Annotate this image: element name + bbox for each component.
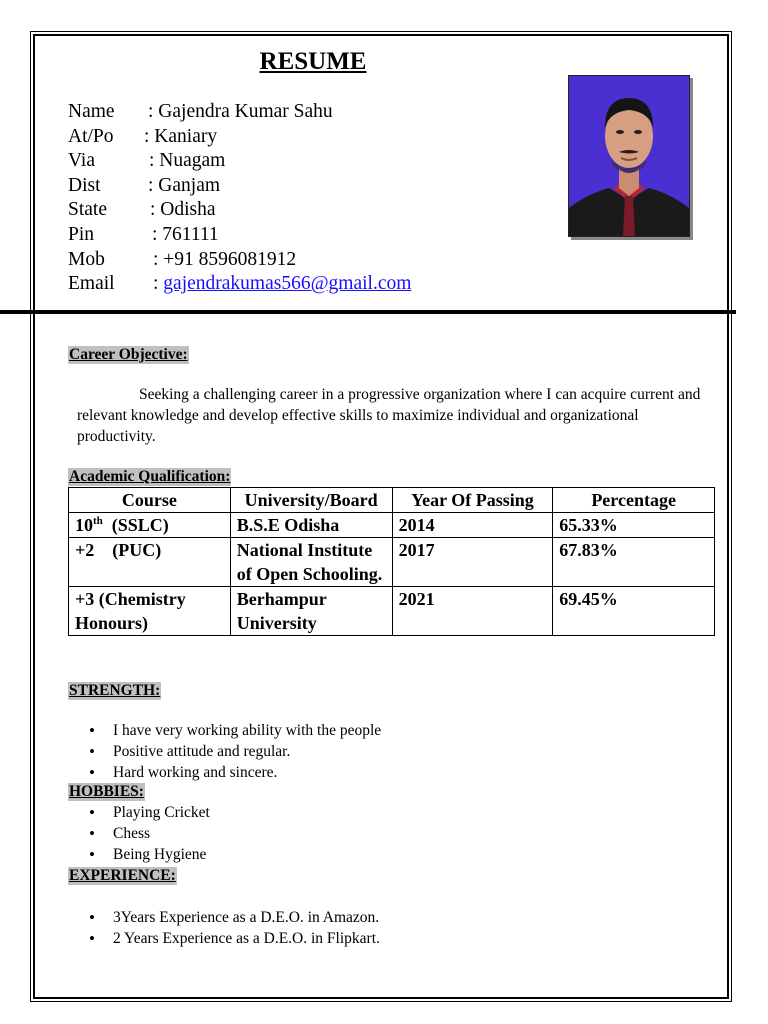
list-item: • Positive attitude and regular. [113, 741, 381, 762]
career-objective-text [77, 384, 707, 447]
info-label: Dist [68, 174, 101, 196]
info-value: : 761111 [152, 223, 219, 245]
info-row-name [68, 100, 411, 125]
column-header: University/Board [230, 488, 392, 513]
strength-heading: STRENGTH: [69, 682, 161, 699]
info-label: Name [68, 101, 115, 122]
personal-info [68, 100, 411, 297]
profile-photo-image [569, 76, 689, 236]
table-row [69, 513, 715, 538]
table-header-row [69, 488, 715, 513]
info-row-state [68, 198, 411, 223]
column-header: Year Of Passing [392, 488, 553, 513]
course-text: (SSLC) [102, 515, 169, 535]
cell-board: National Institute of Open Schooling. [230, 538, 392, 587]
resume-title: RESUME [259, 48, 367, 75]
cell-course: +3 (Chemistry Honours) [69, 587, 231, 636]
info-label: Pin [68, 223, 95, 245]
table-row [69, 538, 715, 587]
column-header: Percentage [553, 488, 715, 513]
career-objective-heading: Career Objective: [69, 346, 188, 363]
info-row-dist [68, 174, 411, 199]
hobbies-list [68, 802, 210, 865]
list-item: • Chess [113, 823, 210, 844]
info-value: : Kaniary [144, 125, 218, 147]
info-label: Mob [68, 248, 105, 270]
list-item: • Hard working and sincere. [113, 762, 381, 783]
list-item: • Being Hygiene [113, 844, 210, 865]
list-item: • 3Years Experience as a D.E.O. in Amazon. [113, 907, 380, 928]
cell-percentage: 69.45% [553, 587, 715, 636]
info-label: State [68, 199, 107, 221]
cell-course: +2 (PUC) [69, 538, 231, 587]
list-item: • Playing Cricket [113, 802, 210, 823]
cell-board: Berhampur University [230, 587, 392, 636]
academic-table [68, 487, 715, 636]
cell-percentage: 67.83% [553, 538, 715, 587]
cell-percentage: 65.33% [553, 513, 715, 538]
info-row-at-po [68, 125, 411, 150]
course-text: 10 [75, 515, 93, 535]
info-value: : Odisha [150, 199, 216, 221]
course-superscript: th [93, 515, 103, 527]
table-row [69, 587, 715, 636]
info-value [153, 272, 411, 297]
cell-year: 2014 [392, 513, 553, 538]
info-label: Email [68, 273, 115, 295]
email-link[interactable]: gajendrakumas566@gmail.com [163, 273, 412, 295]
strength-list [68, 720, 381, 783]
cell-board: B.S.E Odisha [230, 513, 392, 538]
info-row-pin [68, 223, 411, 248]
info-label: Via [68, 150, 95, 172]
info-value: : +91 8596081912 [153, 248, 297, 270]
cell-year: 2021 [392, 587, 553, 636]
cell-year: 2017 [392, 538, 553, 587]
column-header: Course [69, 488, 231, 513]
info-row-via [68, 149, 411, 174]
info-label: At/Po [68, 125, 114, 147]
info-value: : Gajendra Kumar Sahu [148, 101, 333, 122]
info-value: : Nuagam [149, 150, 226, 172]
info-row-mob [68, 248, 411, 273]
cell-course [69, 513, 231, 538]
hobbies-heading: HOBBIES: [69, 783, 144, 800]
info-value: : Ganjam [148, 174, 221, 196]
info-row-email [68, 272, 411, 297]
list-item: • 2 Years Experience as a D.E.O. in Flipkart. [113, 928, 380, 949]
academic-qualification-heading: Academic Qualification: [69, 468, 231, 485]
email-prefix: : [153, 273, 164, 295]
experience-heading: EXPERIENCE: [69, 867, 176, 884]
profile-photo [568, 75, 690, 237]
career-objective-body: Seeking a challenging career in a progressive organization where I can acquire current and relevant knowledge and develop effective skills to maximize individual and organizational productivity. [77, 386, 701, 445]
header-divider [0, 310, 736, 314]
list-item: • I have very working ability with the people [113, 720, 381, 741]
experience-list [68, 907, 380, 949]
